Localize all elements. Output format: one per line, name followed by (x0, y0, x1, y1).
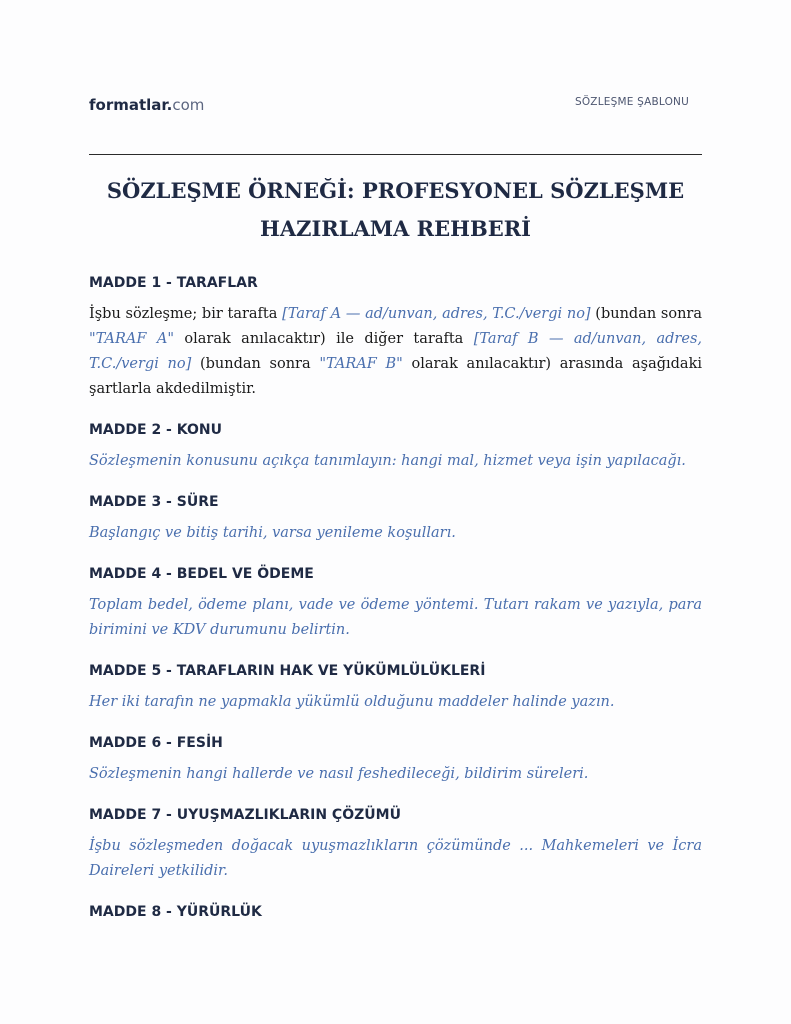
document-type-tag: SÖZLEŞME ŞABLONU (574, 96, 689, 108)
madde-body (89, 302, 702, 402)
madde-3 (89, 492, 702, 546)
madde-title: MADDE 4 - BEDEL VE ÖDEME (89, 566, 314, 582)
madde-title: MADDE 6 - FESİH (89, 735, 223, 751)
madde-title: MADDE 5 - TARAFLARIN HAK VE YÜKÜMLÜLÜKLERİ (89, 663, 486, 679)
placeholder-text: "TARAF A" (89, 331, 175, 347)
text-segment: (bundan sonra (590, 306, 702, 322)
text-segment: olarak anılacaktır) arasında aşağıdaki şartlarla akdedilmiştir. (89, 356, 703, 397)
brand-name: formatlar. (89, 96, 173, 114)
text-segment: (bundan sonra (191, 356, 320, 372)
placeholder-text: [Taraf A — ad/unvan, adres, T.C./vergi no] (282, 306, 591, 322)
text-segment: olarak anılacaktır) ile diğer tarafta (174, 331, 474, 347)
brand-logo (89, 96, 204, 114)
madde-title: MADDE 3 - SÜRE (89, 494, 219, 510)
madde-title: MADDE 1 - TARAFLAR (89, 275, 258, 291)
text-segment: İşbu sözleşme; bir tarafta (89, 306, 283, 322)
brand-domain: com (172, 96, 205, 114)
madde-6 (89, 733, 702, 787)
madde-body: Toplam bedel, ödeme planı, vade ve ödeme yöntemi. Tutarı rakam ve yazıyla, para birimini ve KDV durumunu belirtin. (89, 597, 702, 638)
madde-2 (89, 420, 702, 474)
madde-title: MADDE 7 - UYUŞMAZLIKLARIN ÇÖZÜMÜ (89, 807, 401, 823)
madde-title: MADDE 8 - YÜRÜRLÜK (89, 904, 262, 920)
madde-1 (89, 273, 702, 402)
madde-body: Başlangıç ve bitiş tarihi, varsa yenileme koşulları. (89, 525, 456, 541)
placeholder-text: [Taraf B — ad/unvan, adres, T.C./vergi no] (89, 331, 702, 372)
madde-body: Sözleşmenin konusunu açıkça tanımlayın: hangi mal, hizmet veya işin yapılacağı. (89, 453, 686, 469)
madde-4 (89, 564, 702, 643)
madde-body: Sözleşmenin hangi hallerde ve nasıl feshedileceği, bildirim süreleri. (89, 766, 589, 782)
document-body (89, 273, 702, 931)
madde-8 (89, 902, 702, 922)
document-title: SÖZLEŞME ÖRNEĞİ: PROFESYONEL SÖZLEŞME HAZIRLAMA REHBERİ (106, 178, 685, 241)
madde-7 (89, 805, 702, 884)
placeholder-text: "TARAF B" (319, 356, 403, 372)
madde-5 (89, 661, 702, 715)
madde-body: Her iki tarafın ne yapmakla yükümlü olduğunu maddeler halinde yazın. (89, 694, 615, 710)
madde-title: MADDE 2 - KONU (89, 422, 222, 438)
page-header (89, 88, 702, 155)
madde-body: İşbu sözleşmeden doğacak uyuşmazlıkların çözümünde ... Mahkemeleri ve İcra Daireleri yetkilidir. (89, 838, 702, 879)
